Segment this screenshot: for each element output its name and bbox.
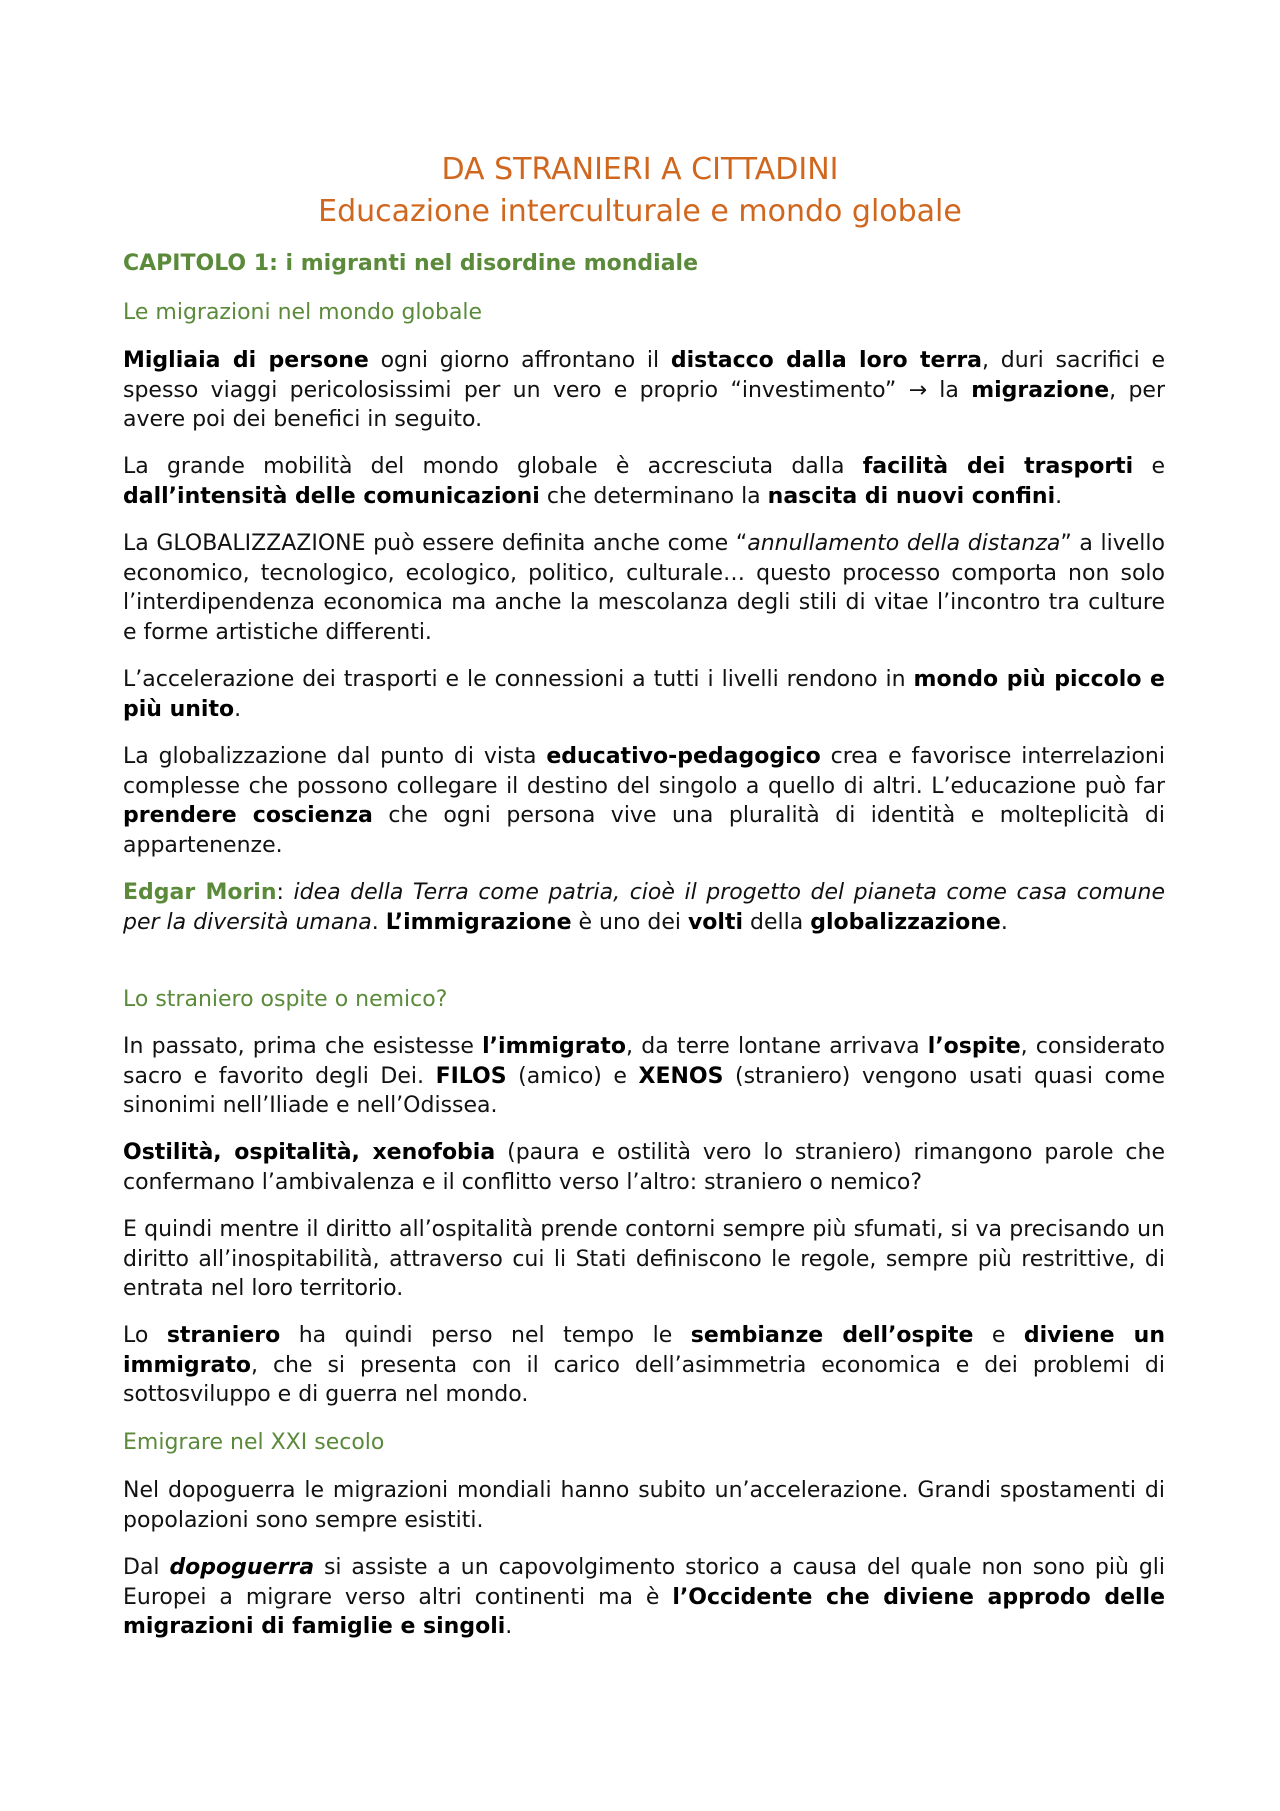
paragraph-4 bbox=[123, 665, 1165, 724]
text: che determinano la bbox=[539, 483, 768, 509]
text: (paura e ostilità vero lo straniero) rimangono parole che confermano l’ambivalenza e il conflitto verso l’altro: straniero o nemico? bbox=[123, 1140, 1165, 1195]
text: . bbox=[1000, 909, 1008, 935]
italic-text: idea della Terra come patria, cioè il progetto del pianeta come casa comune per la diversità umana bbox=[123, 880, 1165, 935]
text: ha quindi perso nel tempo le bbox=[280, 1323, 691, 1348]
bold-text: volti bbox=[687, 909, 744, 935]
bold-text: migrazione bbox=[971, 377, 1110, 403]
paragraph-12 bbox=[123, 1553, 1165, 1642]
text: La GLOBALIZZAZIONE può essere definita anche come “ bbox=[123, 531, 748, 556]
text: , per avere poi dei benefici in seguito. bbox=[123, 377, 1165, 432]
document-subtitle: Educazione interculturale e mondo globale bbox=[318, 194, 962, 229]
bold-text: l’Occidente che diviene approdo delle migrazioni di famiglie e singoli bbox=[123, 1584, 1165, 1639]
bold-text: L’immigrazione bbox=[385, 909, 572, 935]
text: della bbox=[743, 909, 811, 935]
bold-text: nascita di nuovi confini bbox=[767, 483, 1056, 509]
text: : bbox=[276, 880, 294, 905]
text: (straniero) vengono usati quasi come sinonimi nell’Iliade e nell’Odissea. bbox=[123, 1063, 1166, 1118]
text: La grande mobilità del mondo globale è accresciuta dalla bbox=[123, 454, 863, 479]
bold-text: sembianze dell’ospite bbox=[690, 1323, 974, 1348]
bold-text: XENOS bbox=[638, 1063, 724, 1089]
text: Dal bbox=[123, 1555, 170, 1580]
text: , da terre lontane arrivava bbox=[626, 1034, 928, 1059]
paragraph-9 bbox=[123, 1215, 1165, 1304]
section-heading-straniero: Lo straniero ospite o nemico? bbox=[123, 987, 448, 1012]
bold-text: straniero bbox=[166, 1323, 281, 1348]
paragraph-3 bbox=[123, 529, 1165, 647]
paragraph-1 bbox=[123, 346, 1165, 435]
text: . bbox=[505, 1614, 513, 1639]
text: . bbox=[1055, 483, 1063, 509]
text: . bbox=[371, 909, 386, 935]
bold-text: mondo più piccolo e più unito bbox=[123, 667, 1165, 722]
bold-text: prendere coscienza bbox=[123, 803, 373, 828]
text: crea e favorisce interrelazioni complesse che possono collegare il destino del singolo a quello di altri. L’educazione può far bbox=[123, 744, 1165, 799]
bold-text: l’immigrato bbox=[482, 1034, 627, 1059]
bold-text: diviene un immigrato bbox=[123, 1323, 1165, 1378]
paragraph-6 bbox=[123, 878, 1165, 937]
italic-text: annullamento della distanza bbox=[747, 531, 1061, 556]
text: Nel dopoguerra le migrazioni mondiali hanno subito un’accelerazione. Grandi spostamenti di popolazioni sono sempre esistiti. bbox=[123, 1478, 1165, 1533]
text: che ogni persona vive una pluralità di identità e molteplicità di appartenenze. bbox=[123, 803, 1165, 858]
paragraph-11 bbox=[123, 1476, 1165, 1535]
bold-text: Ostilità, ospitalità, xenofobia bbox=[123, 1140, 496, 1165]
text: e bbox=[973, 1323, 1024, 1348]
text: e bbox=[1133, 454, 1165, 479]
text: (amico) e bbox=[506, 1063, 639, 1089]
text: è uno dei bbox=[571, 909, 688, 935]
arrow-icon: → bbox=[908, 377, 927, 403]
text: In passato, prima che esistesse bbox=[123, 1034, 483, 1059]
bold-text: distacco dalla loro terra bbox=[670, 348, 983, 373]
text: , che si presenta con il carico dell’asimmetria economica e dei problemi di sottosviluppo e di guerra nel mondo. bbox=[123, 1352, 1165, 1407]
text: ogni giorno affrontano il bbox=[368, 348, 671, 373]
text: , duri sacrifici e spesso viaggi pericolosissimi per un vero e proprio “investimento” bbox=[123, 348, 1166, 403]
bold-text: Migliaia di persone bbox=[123, 348, 369, 373]
chapter-heading: CAPITOLO 1: i migranti nel disordine mondiale bbox=[123, 251, 698, 276]
text: . bbox=[234, 696, 242, 722]
section-heading-emigrare: Emigrare nel XXI secolo bbox=[123, 1430, 385, 1455]
bold-text: dall’intensità delle comunicazioni bbox=[123, 483, 540, 509]
section-heading-migrazioni: Le migrazioni nel mondo globale bbox=[123, 300, 483, 325]
text: ” a livello economico, tecnologico, ecologico, politico, culturale… questo processo comporta non solo l’interdipendenza economica ma anche la mescolanza degli stili di vitae l’incontro tra culture e forme artistiche differenti. bbox=[123, 531, 1165, 645]
paragraph-10 bbox=[123, 1321, 1165, 1410]
text: La globalizzazione dal punto di vista bbox=[123, 744, 547, 769]
text: si assiste a un capovolgimento storico a causa del quale non sono più gli Europei a migrare verso altri continenti ma è bbox=[123, 1555, 1166, 1610]
bold-italic-text: dopoguerra bbox=[169, 1555, 315, 1580]
text: , considerato sacro e favorito degli Dei. bbox=[123, 1034, 1165, 1089]
paragraph-7 bbox=[123, 1032, 1165, 1121]
bold-text: globalizzazione bbox=[810, 909, 1001, 935]
paragraph-8 bbox=[123, 1138, 1165, 1197]
bold-text: facilità dei trasporti bbox=[862, 454, 1134, 479]
text: E quindi mentre il diritto all’ospitalità prende contorni sempre più sfumati, si va precisando un diritto all’inospitabilità, attraverso cui li Stati definiscono le regole, sempre più restrittive, di entrata nel loro territorio. bbox=[123, 1217, 1165, 1301]
document-title: DA STRANIERI A CITTADINI bbox=[441, 152, 839, 187]
text: Lo bbox=[123, 1323, 167, 1348]
author-name: Edgar Morin bbox=[123, 880, 277, 905]
text: L’accelerazione dei trasporti e le connessioni a tutti i livelli rendono in bbox=[123, 667, 914, 692]
paragraph-5 bbox=[123, 742, 1165, 860]
bold-text: FILOS bbox=[435, 1063, 507, 1089]
paragraph-2 bbox=[123, 452, 1165, 511]
bold-text: l’ospite bbox=[927, 1034, 1021, 1059]
text: la bbox=[927, 377, 972, 403]
bold-text: educativo-pedagogico bbox=[546, 744, 821, 769]
